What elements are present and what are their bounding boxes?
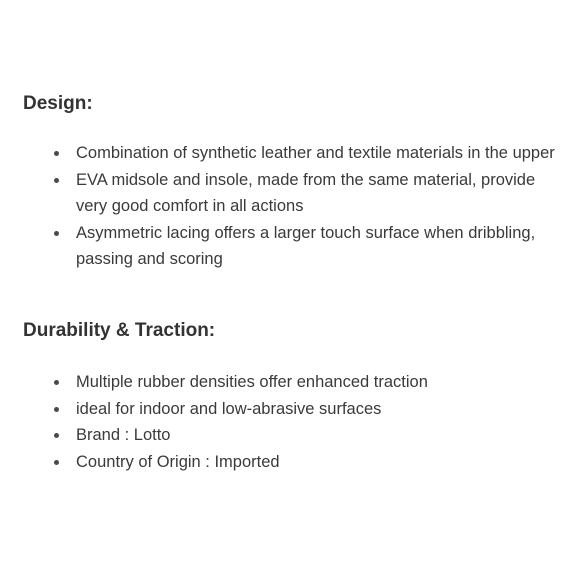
durability-traction-section <box>23 318 563 475</box>
list-item <box>23 167 563 220</box>
bullet-dot-icon <box>54 231 59 236</box>
bullet-dot-icon <box>54 380 59 385</box>
bullet-dot-icon <box>54 407 59 412</box>
list-item <box>23 396 563 423</box>
durability-traction-heading: Durability & Traction: <box>23 320 216 341</box>
list-item-text: ideal for indoor and low-abrasive surfaces <box>76 399 382 418</box>
list-item-text: Brand : Lotto <box>76 426 171 444</box>
design-heading: Design: <box>23 93 93 114</box>
list-item <box>23 369 563 396</box>
design-section <box>23 91 563 273</box>
list-item <box>23 449 563 476</box>
list-item <box>23 140 563 167</box>
list-item <box>23 422 563 449</box>
bullet-dot-icon <box>54 460 59 465</box>
list-item <box>23 220 563 273</box>
list-item-text: Asymmetric lacing offers a larger touch surface when dribbling, passing and scoring <box>76 223 536 268</box>
bullet-dot-icon <box>54 178 59 183</box>
list-item-text: Multiple rubber densities offer enhanced traction <box>76 373 428 391</box>
design-list <box>23 140 563 273</box>
list-item-text: Combination of synthetic leather and textile materials in the upper <box>76 144 555 162</box>
bullet-dot-icon <box>54 151 59 156</box>
durability-traction-list <box>23 369 563 475</box>
bullet-dot-icon <box>54 433 59 438</box>
list-item-text: EVA midsole and insole, made from the same material, provide very good comfort in all actions <box>76 170 536 215</box>
list-item-text: Country of Origin : Imported <box>76 452 280 471</box>
